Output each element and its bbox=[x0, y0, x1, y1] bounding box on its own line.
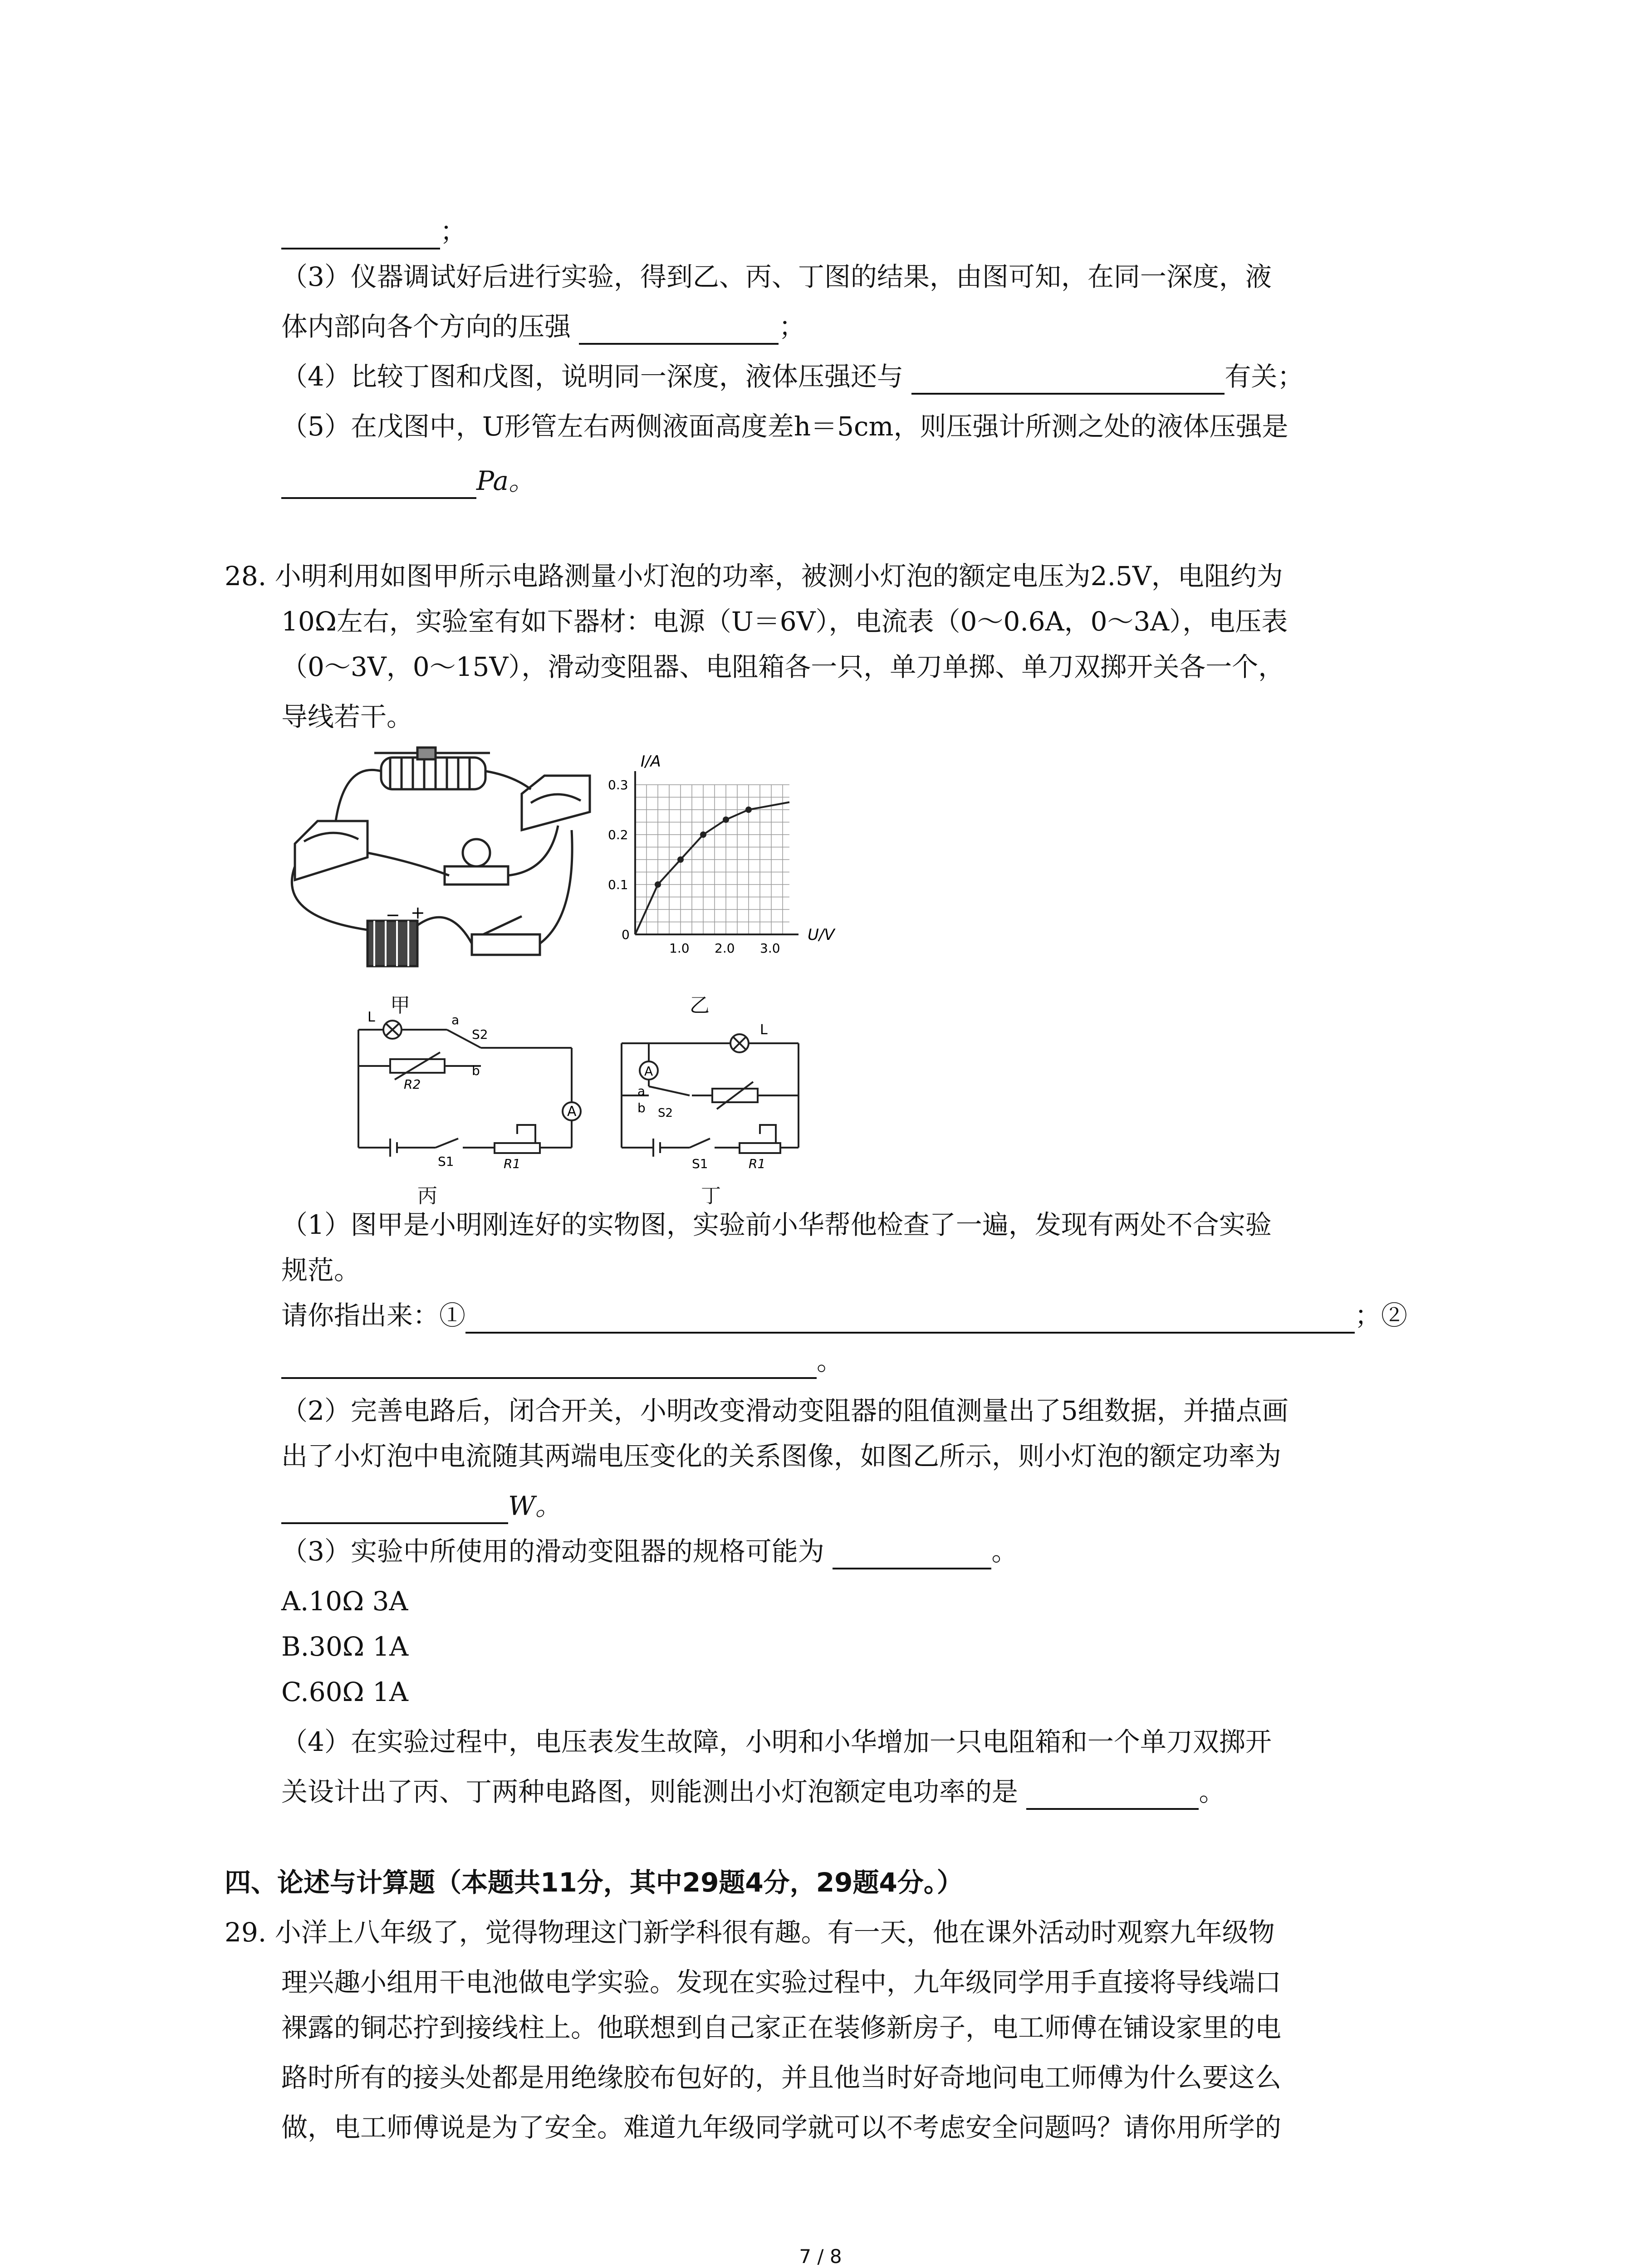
svg-text:+: + bbox=[411, 903, 425, 923]
answer-blank[interactable] bbox=[281, 1349, 817, 1379]
svg-text:R2: R2 bbox=[404, 1077, 421, 1092]
q29-line5: 做，电工师傅说是为了安全。难道九年级同学就可以不考虑安全问题吗？请你用所学的 bbox=[281, 2112, 1282, 2143]
svg-text:b: b bbox=[637, 1100, 646, 1115]
q28-sub2-line1: （2）完善电路后，闭合开关，小明改变滑动变阻器的阻值测量出了5组数据，并描点画 bbox=[281, 1395, 1288, 1426]
q28-option-b[interactable]: B.30Ω 1A bbox=[281, 1631, 409, 1662]
page-number: 7 / 8 bbox=[799, 2245, 842, 2268]
q29-line3: 裸露的铜芯拧到接线柱上。他联想到自己家正在装修新房子，电工师傅在铺设家里的电 bbox=[281, 2012, 1282, 2043]
svg-text:S1: S1 bbox=[692, 1156, 708, 1171]
svg-text:R1: R1 bbox=[749, 1156, 766, 1171]
answer-blank[interactable] bbox=[1026, 1780, 1199, 1810]
voltmeter-icon bbox=[522, 776, 590, 830]
fig-ding-label: 丁 bbox=[701, 1184, 721, 1207]
q28-sub1-line1: （1）图甲是小明刚连好的实物图，实验前小华帮他检查了一遍，发现有两处不合实验 bbox=[281, 1209, 1272, 1240]
answer-blank[interactable] bbox=[833, 1540, 991, 1569]
x-tick-label: 2.0 bbox=[715, 941, 735, 956]
x-axis-label: U/V bbox=[808, 926, 835, 944]
q28-stem-line1: 28. 小明利用如图甲所示电路测量小灯泡的功率，被测小灯泡的额定电压为2.5V，电阻约为 bbox=[225, 561, 1283, 591]
y-tick-label: 0.2 bbox=[608, 827, 628, 842]
q28-sub1-line3: 请你指出来：① ；② bbox=[281, 1297, 1407, 1334]
answer-blank[interactable] bbox=[579, 315, 779, 345]
q28-sub2-line2: 出了小灯泡中电流随其两端电压变化的关系图像，如图乙所示，则小灯泡的额定功率为 bbox=[281, 1441, 1282, 1471]
answer-blank[interactable] bbox=[281, 469, 476, 499]
rheostat-r1 bbox=[740, 1143, 780, 1153]
knife-switch-icon bbox=[472, 916, 540, 955]
chart-axes bbox=[635, 771, 798, 934]
q29-line4: 路时所有的接头处都是用绝缘胶布包好的，并且他当时好奇地问电工师傅为什么要这么 bbox=[281, 2062, 1282, 2093]
ammeter-icon bbox=[295, 821, 367, 880]
svg-text:−: − bbox=[386, 905, 400, 925]
data-point bbox=[655, 881, 661, 888]
figure-yi-chart bbox=[590, 753, 844, 971]
x-tick-label: 3.0 bbox=[760, 941, 780, 956]
y-tick-label: 0.1 bbox=[608, 877, 628, 892]
q27-line5: （5）在戊图中，U形管左右两侧液面高度差h＝5cm，则压强计所测之处的液体压强是 bbox=[281, 411, 1288, 442]
svg-text:S2: S2 bbox=[472, 1027, 488, 1042]
answer-blank[interactable] bbox=[911, 365, 1225, 395]
q28-sub3: （3）实验中所使用的滑动变阻器的规格可能为 。 bbox=[281, 1533, 1018, 1569]
svg-text:a: a bbox=[451, 1012, 460, 1027]
rheostat-r1 bbox=[495, 1143, 540, 1153]
q28-stem-line4: 导线若干。 bbox=[281, 701, 413, 732]
q29-line1: 29. 小洋上八年级了，觉得物理这门新学科很有趣。有一天，他在课外活动时观察九年级物 bbox=[225, 1917, 1275, 1948]
q28-sub1-line2: 规范。 bbox=[281, 1255, 361, 1286]
fig-jia-label: 甲 bbox=[390, 994, 410, 1017]
answer-blank[interactable] bbox=[281, 220, 440, 249]
svg-text:S2: S2 bbox=[658, 1106, 673, 1120]
q27-line3: 体内部向各个方向的压强 ； bbox=[281, 308, 805, 345]
data-point bbox=[677, 856, 684, 863]
section-heading: 四、论述与计算题（本题共11分，其中29题4分，29题4分。） bbox=[225, 1867, 963, 1898]
y-axis-label: I/A bbox=[641, 753, 661, 771]
fig-bing-label: 丙 bbox=[417, 1184, 437, 1207]
q28-stem-line2: 10Ω左右，实验室有如下器材：电源（U＝6V），电流表（0～0.6A，0～3A），电压表 bbox=[281, 606, 1288, 637]
data-point bbox=[700, 831, 706, 838]
battery-icon bbox=[367, 921, 417, 966]
q27-line1: ； bbox=[281, 213, 466, 249]
fig-yi-label: 乙 bbox=[690, 994, 710, 1017]
q27-line4: （4）比较丁图和戊图，说明同一深度，液体压强还与 有关； bbox=[281, 358, 1303, 395]
svg-text:L: L bbox=[760, 1022, 768, 1038]
answer-blank[interactable] bbox=[281, 1494, 508, 1524]
x-tick-label: 1.0 bbox=[669, 941, 690, 956]
chart-ticks bbox=[608, 777, 780, 956]
answer-blank[interactable] bbox=[465, 1304, 1355, 1334]
svg-text:L: L bbox=[367, 1012, 375, 1025]
q28-sub1-line4: 。 bbox=[281, 1343, 843, 1379]
q28-option-c[interactable]: C.60Ω 1A bbox=[281, 1677, 408, 1707]
svg-text:R1: R1 bbox=[504, 1156, 521, 1171]
q28-option-a[interactable]: A.10Ω 3A bbox=[281, 1586, 408, 1617]
y-tick-label: 0 bbox=[622, 927, 630, 942]
y-tick-label: 0.3 bbox=[608, 777, 628, 792]
q28-sub4-line1: （4）在实验过程中，电压表发生故障，小明和小华增加一只电阻箱和一个单刀双掷开 bbox=[281, 1726, 1272, 1757]
figure-jia-apparatus bbox=[277, 744, 603, 980]
svg-text:A: A bbox=[644, 1064, 653, 1079]
q28-sub4-line2: 关设计出了丙、丁两种电路图，则能测出小灯泡额定电功率的是 。 bbox=[281, 1774, 1225, 1810]
figure-bing-circuit bbox=[349, 1012, 603, 1175]
q28-stem-line3: （0～3V，0～15V），滑动变阻器、电阻箱各一只，单刀单掷、单刀双掷开关各一个， bbox=[281, 651, 1285, 682]
q29-line2: 理兴趣小组用干电池做电学实验。发现在实验过程中，九年级同学用手直接将导线端口 bbox=[281, 1967, 1282, 1998]
figure-ding-circuit bbox=[608, 1012, 817, 1175]
data-point bbox=[745, 807, 752, 813]
svg-text:A: A bbox=[567, 1104, 577, 1119]
data-point bbox=[723, 816, 729, 823]
q28-sub2-line3: W。 bbox=[281, 1488, 562, 1524]
q27-line2: （3）仪器调试好后进行实验，得到乙、丙、丁图的结果，由图可知，在同一深度，液 bbox=[281, 261, 1272, 292]
bulb-icon bbox=[445, 839, 508, 885]
svg-text:a: a bbox=[637, 1084, 646, 1099]
q27-line6: Pa。 bbox=[281, 463, 535, 499]
svg-text:b: b bbox=[472, 1063, 480, 1078]
svg-text:S1: S1 bbox=[438, 1154, 454, 1169]
